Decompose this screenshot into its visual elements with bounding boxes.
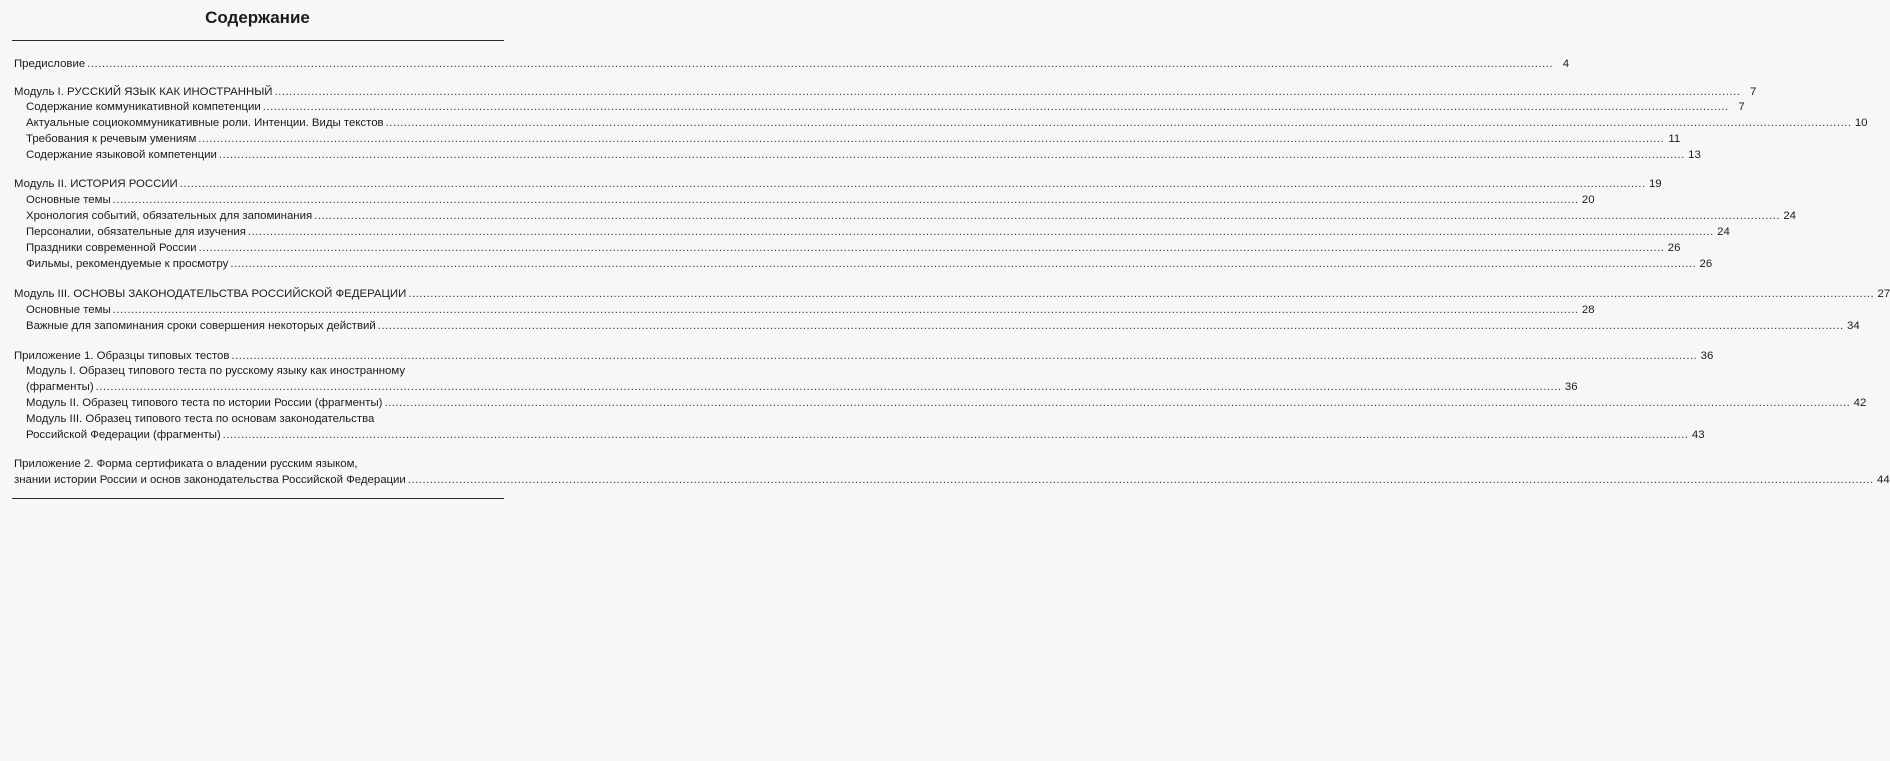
toc-entry-page: 27 (1877, 288, 1890, 300)
toc-entry-page: 34 (1847, 320, 1860, 332)
toc-entry-page: 42 (1853, 397, 1867, 409)
toc-entry-page: 36 (1564, 381, 1578, 393)
toc-entry-title: Требования к речевым умениям (26, 133, 197, 145)
dot-leader: ................................................................................................................................................................................................................................................................................................................................................................................................................ (112, 194, 1579, 206)
dot-leader: ................................................................................................................................................................................................................................................................................................................................................................................................................ (377, 320, 1844, 332)
toc-entry[interactable] (26, 99, 1745, 115)
toc-entry-page: 26 (1667, 242, 1681, 254)
dot-leader: ................................................................................................................................................................................................................................................................................................................................................................................................................ (179, 178, 1646, 190)
dot-leader: ................................................................................................................................................................................................................................................................................................................................................................................................................ (274, 86, 1741, 98)
toc-entry-title: Модуль III. ОСНОВЫ ЗАКОНОДАТЕЛЬСТВА РОССИЙСКОЙ ФЕДЕРАЦИИ (14, 288, 407, 300)
toc-entry-page: 7 (1738, 101, 1745, 113)
toc-entry-page: 24 (1717, 226, 1730, 238)
toc-entry-page: 44 (1877, 474, 1890, 486)
dot-leader: ................................................................................................................................................................................................................................................................................................................................................................................................................ (231, 350, 1698, 362)
toc-entry[interactable] (14, 286, 1890, 302)
dot-leader: ................................................................................................................................................................................................................................................................................................................................................................................................................ (112, 304, 1579, 316)
toc-entry[interactable] (14, 348, 1714, 364)
toc-entry[interactable] (26, 224, 1730, 240)
toc-entry[interactable] (26, 115, 1868, 131)
dot-leader: ................................................................................................................................................................................................................................................................................................................................................................................................................ (87, 58, 1554, 70)
dot-leader: ................................................................................................................................................................................................................................................................................................................................................................................................................ (385, 117, 1852, 129)
toc-entry-title: Предисловие (14, 58, 86, 70)
toc-entry-page: 43 (1691, 429, 1705, 441)
toc-entry-title: знании истории России и основ законодательства Российской Федерации (14, 474, 406, 486)
toc-entry-page: 36 (1700, 350, 1714, 362)
bottom-rule (12, 498, 504, 499)
dot-leader: ................................................................................................................................................................................................................................................................................................................................................................................................................ (408, 288, 1875, 300)
toc-entry-title: Праздники современной России (26, 242, 197, 254)
toc-entry-title: Основные темы (26, 194, 111, 206)
toc-entry[interactable] (26, 395, 1867, 411)
toc-entry-title: Основные темы (26, 304, 111, 316)
toc-entry-title: Фильмы, рекомендуемые к просмотру (26, 258, 229, 270)
dot-leader: ................................................................................................................................................................................................................................................................................................................................................................................................................ (222, 429, 1689, 441)
toc-entry-page: 26 (1699, 258, 1713, 270)
dot-leader: ................................................................................................................................................................................................................................................................................................................................................................................................................ (198, 242, 1665, 254)
page-title: Содержание (205, 8, 310, 27)
toc-entry-page: 4 (1562, 58, 1570, 70)
toc-entry-page: 13 (1688, 149, 1701, 161)
toc-entry-title: (фрагменты) (26, 381, 94, 393)
toc-entry-title: Хронология событий, обязательных для запоминания (26, 210, 313, 222)
toc-entry-title: Содержание языковой компетенции (26, 149, 217, 161)
toc-entry-title: Модуль III. Образец типового теста по основам законодательства (26, 413, 375, 425)
dot-leader: ................................................................................................................................................................................................................................................................................................................................................................................................................ (314, 210, 1781, 222)
toc-entry[interactable] (26, 240, 1681, 256)
toc-entry-page: 10 (1854, 117, 1868, 129)
toc-entry-title: Российской Федерации (фрагменты) (26, 429, 221, 441)
toc-entry-title: Персоналии, обязательные для изучения (26, 226, 246, 238)
toc-entry[interactable] (14, 56, 1570, 72)
toc-entry[interactable] (14, 84, 1757, 100)
dot-leader: ................................................................................................................................................................................................................................................................................................................................................................................................................ (218, 149, 1685, 161)
toc-entry-title: Модуль I. РУССКИЙ ЯЗЫК КАК ИНОСТРАННЫЙ (14, 86, 273, 98)
toc-entry-title: Модуль II. Образец типового теста по истории России (фрагменты) (26, 397, 383, 409)
toc-entry-page: 11 (1668, 133, 1681, 145)
toc-entry-title: Содержание коммуникативной компетенции (26, 101, 261, 113)
toc-entry-title: Приложение 2. Форма сертификата о владении русским языком, (14, 458, 358, 470)
toc-entry[interactable] (26, 192, 1595, 208)
dot-leader: ................................................................................................................................................................................................................................................................................................................................................................................................................ (384, 397, 1851, 409)
toc-entry[interactable] (14, 456, 1890, 488)
toc-entry[interactable] (26, 131, 1681, 147)
toc-entry-title: Важные для запоминания сроки совершения некоторых действий (26, 320, 376, 332)
dot-leader: ................................................................................................................................................................................................................................................................................................................................................................................................................ (95, 381, 1562, 393)
toc-entry[interactable] (26, 256, 1713, 272)
toc-entry-title: Модуль I. Образец типового теста по русскому языку как иностранному (26, 365, 406, 377)
dot-leader: ................................................................................................................................................................................................................................................................................................................................................................................................................ (262, 101, 1729, 113)
toc-entry-page: 7 (1750, 86, 1757, 98)
toc-entry-title: Приложение 1. Образцы типовых тестов (14, 350, 230, 362)
toc-entry[interactable] (26, 318, 1860, 334)
toc-entry-page: 20 (1581, 194, 1595, 206)
dot-leader: ................................................................................................................................................................................................................................................................................................................................................................................................................ (247, 226, 1714, 238)
toc-entry[interactable] (26, 147, 1701, 163)
toc-entry-title: Актуальные социокоммуникативные роли. Интенции. Виды текстов (26, 117, 384, 129)
toc-entry[interactable] (14, 176, 1662, 192)
toc-entry[interactable] (26, 302, 1595, 318)
toc-entry[interactable] (26, 411, 1705, 443)
dot-leader: ................................................................................................................................................................................................................................................................................................................................................................................................................ (230, 258, 1697, 270)
toc-entry-page: 28 (1581, 304, 1595, 316)
toc-entry-page: 19 (1648, 178, 1662, 190)
toc-entry-title: Модуль II. ИСТОРИЯ РОССИИ (14, 178, 178, 190)
dot-leader: ................................................................................................................................................................................................................................................................................................................................................................................................................ (198, 133, 1665, 145)
toc-entry-page: 24 (1783, 210, 1797, 222)
top-rule (12, 40, 504, 41)
toc-entry[interactable] (26, 363, 1578, 395)
dot-leader: ................................................................................................................................................................................................................................................................................................................................................................................................................ (407, 474, 1874, 486)
toc-entry[interactable] (26, 208, 1797, 224)
